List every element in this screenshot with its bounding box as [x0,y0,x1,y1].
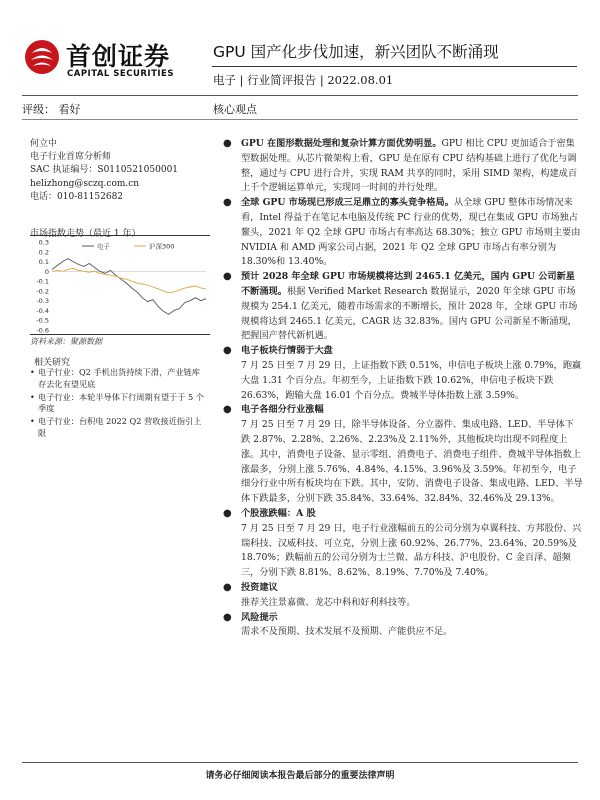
chart-canvas [30,236,210,334]
y-tick-label: -0.6 [36,326,49,334]
market-index-chart [30,235,210,335]
related-item[interactable]: • 电子行业：本轮半导体下行周期有望于于 5 个季度 [30,392,208,416]
bullet-heading: 个股涨跌幅：A 股 [241,507,316,519]
logo-chinese-name: 首创证券 [66,42,171,71]
bullet-heading: 风险提示 [241,611,278,623]
bullet-text: 需求不及预期、技术发展不及预期、产能供应不足。 [241,626,453,638]
bullet-dot-icon: ● [223,345,232,357]
related-item[interactable]: • 电子行业：Q2 手机出货持续下滑，产业链库存去化有望见底 [30,367,208,391]
report-meta: 电子 | 行业简评报告 | 2022.08.01 [213,73,394,87]
bullet-section [213,507,583,522]
bullet-heading: 电子板块行情弱于大盘 [241,345,333,357]
bullet-text: GPU 相比 CPU 更加适合于密集型数据处理。从芯片微架构上看，GPU 是在原有 CPU 结构基础上进行了优化与调整，通过与 CPU 进行合并，实现 RAM 共享的同时，采用 SIMD 架构，构建成百上千个逻辑运算单元，实现同一时间的并行处理。 [241,138,578,194]
header-divider [212,66,577,67]
bullet-text: 7 月 25 日至 7 月 29 日，上证指数下跌 0.51%，申信电子板块上涨 0.79%，跑赢大盘 1.31 个百分点。年初至今，上证指数下跌 10.62%，申信电子板块下跌 26.63%，跑输大盘 16.01 个百分点。费城半导体指数上涨 3.59%。 [241,359,582,401]
y-tick-label: 0.3 [38,238,49,247]
y-tick-label: -0.2 [36,287,49,296]
footer-divider [22,762,578,763]
analyst-email[interactable]: helizhong@sczq.com.cn [30,178,140,189]
y-tick-label: -0.3 [36,297,49,306]
related-list [30,367,208,441]
bullet-heading: GPU 在图形数据处理和复杂计算方面优势明显。 [241,138,442,149]
y-tick-label: 0.2 [38,248,49,257]
bullet-section [213,611,583,626]
related-heading: 相关研究 [34,358,71,368]
analyst-phone: 电话：010-81152682 [30,191,124,202]
core-viewpoints [213,137,583,640]
bullet-dot-icon: ● [223,271,232,283]
analyst-info [30,138,178,204]
series-line-2 [52,268,206,292]
bullet-text: 从全球 GPU 整体市场情况来看，Intel 得益于在笔记本电脑及传统 PC 行业的优势，现已在集成 GPU 市场独占鳌头，2021 年 Q2 全球 GPU 市场占有率高达 68.30%；独立 GPU 市场则主要由 NVIDIA 和 AMD 两家公司占据，2021 年 Q2 全球 GPU 市场占有率分别为 18.30%和 13.40%。 [241,197,581,268]
logo-emblem-icon [24,39,60,75]
logo-english-name: CAPITAL SECURITIES [67,69,174,79]
series-line-1 [52,259,206,315]
bullet-text: 7 月 25 日至 7 月 29 日，除半导体设备、分立器件、集成电路、LED、半导体下跌 2.87%、2.28%、2.26%、2.23%及 2.11%外，其他板块均出现不同程度上涨。其中，消费电子设备、显示零组、消费电子、消费电子组件、费城半导体指数上涨最多，分别上涨 5.76%、4.84%、4.15%、3.96%及 3.59%。年初至今，电子细分行业中所有板块均在下跌。其中，安防、消费电子设备、集成电路、LED、半导体下跌最多，分别下跌 35.84%、33.64%、32.84%、32.46%及 29.13%。 [241,419,583,505]
bullet-text: 推荐关注景嘉微、龙芯中科和好利科技等。 [241,596,416,608]
chart-title: 市场指数走势（最近 1 年） [30,229,141,239]
y-tick-label: 0 [44,267,49,276]
legend-label: 电子 [97,242,110,251]
rating-bottom-divider [22,119,578,120]
bullet-heading: 预计 2028 年全球 GPU 市场规模将达到 2465.1 亿美元，国内 GPU 公司新星不断涌现。 [241,271,575,297]
bullet-section [213,581,583,596]
bullet-section [213,344,583,359]
bullet-text: 7 月 25 日至 7 月 29 日，电子行业涨幅前五的公司分别为卓翼科技、方邦股份、兴瑞科技、汉威科技、可立克，分别上涨 60.92%、26.77%、23.64%、20.59%及 18.70%；跌幅前五的公司分别为士兰微、晶方科技、沪电股份、C 金百泽、超频三，分别下跌 8.81%、8.62%、8.19%、7.70%及 7.40%。 [241,522,582,579]
bullet-dot-icon: ● [223,404,232,416]
rating-top-divider [22,95,578,96]
bullet-dot-icon: ● [223,611,232,623]
bullet-paragraph [213,196,583,270]
bullet-text: 根据 Verified Market Research 数据显示，2020 年全球 GPU 市场规模为 254.1 亿美元，随着市场需求的不断增长，预计 2028 年，全球 GPU 市场规模将达到 2465.1 亿美元，CAGR 达 32.83%。国内 GPU 公司新星不断涌现，把握国产替代新机遇。 [241,285,578,342]
bullet-dot-icon: ● [223,138,232,149]
y-tick-label: 0.1 [38,258,49,267]
bullet-paragraph [213,270,583,344]
bullet-dot-icon: ● [223,581,232,593]
bullet-heading: 投资建议 [241,581,278,593]
bullet-dot-icon: ● [223,197,232,209]
chart-source: 资料来源：聚源数据 [30,337,102,346]
analyst-role: 电子行业首席分析师 [30,152,112,163]
related-item[interactable]: • 电子行业：台积电 2022 Q2 营收接近指引上限 [30,416,208,440]
y-tick-label: -0.4 [36,306,49,315]
analyst-name: 何立中 [30,139,58,149]
y-tick-label: -0.1 [36,277,49,286]
analyst-sac: SAC 执证编号：S0110521050001 [30,165,179,176]
section-title: 核心观点 [213,103,257,116]
footer-disclaimer[interactable]: 请务必仔细阅读本报告最后部分的重要法律声明 [205,771,395,781]
bullet-heading: 全球 GPU 市场现已形成三足鼎立的寡头竞争格局。 [241,197,454,209]
bullet-section [213,403,583,418]
legend-label: 沪深300 [149,242,175,251]
bullet-heading: 电子各细分行业涨幅 [241,404,324,416]
company-logo [22,35,192,85]
rating-label: 评级： 看好 [22,103,81,116]
report-title: GPU 国产化步伐加速，新兴团队不断涌现 [213,43,499,61]
y-tick-label: -0.5 [36,316,49,325]
bullet-dot-icon: ● [223,507,232,519]
bullet-paragraph [213,137,583,196]
